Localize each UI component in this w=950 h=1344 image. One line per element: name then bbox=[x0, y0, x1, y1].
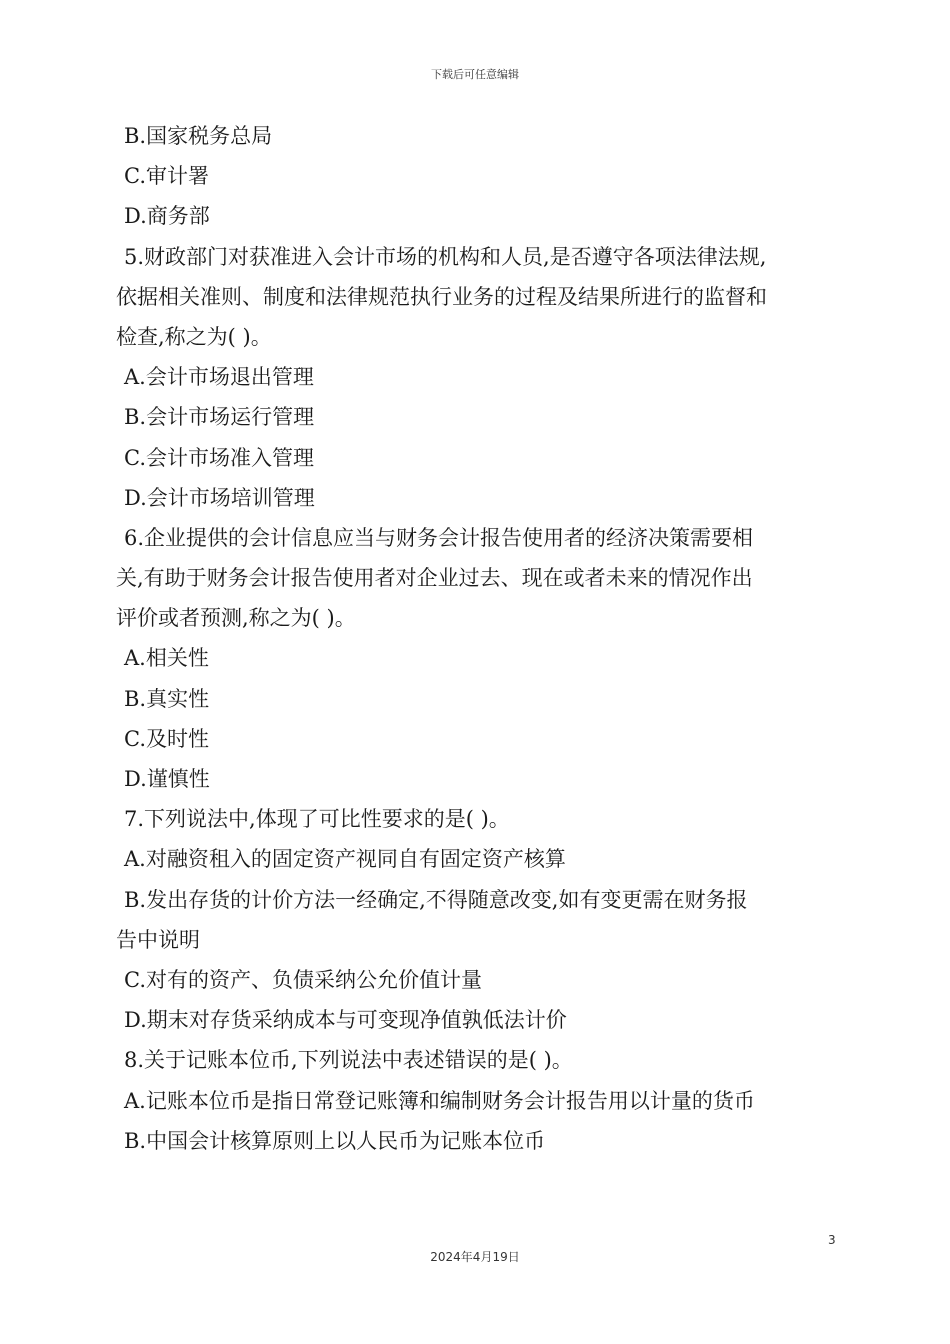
text-line: B.发出存货的计价方法一经确定,不得随意改变,如有变更需在财务报 bbox=[124, 887, 748, 912]
text-line: 告中说明 bbox=[116, 927, 200, 952]
text-line: 7.下列说法中,体现了可比性要求的是( )。 bbox=[124, 807, 510, 832]
text-line: C.对有的资产、负债采纳公允价值计量 bbox=[124, 967, 482, 992]
text-line: 6.企业提供的会计信息应当与财务会计报告使用者的经济决策需要相 bbox=[124, 525, 754, 550]
text-line: 关,有助于财务会计报告使用者对企业过去、现在或者未来的情况作出 bbox=[116, 566, 753, 591]
text-line: B.中国会计核算原则上以人民币为记账本位币 bbox=[124, 1128, 546, 1153]
text-line: A.会计市场退出管理 bbox=[124, 365, 314, 390]
text-line: D.会计市场培训管理 bbox=[124, 485, 315, 510]
page-number: 3 bbox=[828, 1233, 836, 1247]
text-line: 8.关于记账本位币,下列说法中表述错误的是( )。 bbox=[124, 1048, 573, 1073]
text-line: 5.财政部门对获准进入会计市场的机构和人员,是否遵守各项法律法规, bbox=[124, 244, 767, 269]
text-line: A.相关性 bbox=[124, 646, 209, 671]
text-line: D.期末对存货采纳成本与可变现净值孰低法计价 bbox=[124, 1008, 567, 1033]
text-line: D.商务部 bbox=[124, 204, 210, 229]
text-line: C.及时性 bbox=[124, 726, 209, 751]
text-line: B.会计市场运行管理 bbox=[124, 405, 315, 430]
text-line: A.记账本位币是指日常登记账簿和编制财务会计报告用以计量的货币 bbox=[124, 1088, 755, 1113]
footer-date: 2024年4月19日 bbox=[430, 1250, 520, 1264]
text-line: B.真实性 bbox=[124, 686, 210, 711]
text-line: 依据相关准则、制度和法律规范执行业务的过程及结果所进行的监督和 bbox=[116, 284, 767, 309]
document-body bbox=[116, 116, 838, 1161]
text-line: 检查,称之为( )。 bbox=[116, 324, 272, 349]
page-header: 下载后可任意编辑 bbox=[431, 68, 519, 81]
text-line: 评价或者预测,称之为( )。 bbox=[116, 606, 356, 631]
text-line: C.审计署 bbox=[124, 164, 209, 189]
text-line: B.国家税务总局 bbox=[124, 124, 273, 148]
text-line: D.谨慎性 bbox=[124, 767, 210, 791]
text-line: C.会计市场准入管理 bbox=[124, 445, 314, 470]
text-line: A.对融资租入的固定资产视同自有固定资产核算 bbox=[124, 847, 566, 872]
